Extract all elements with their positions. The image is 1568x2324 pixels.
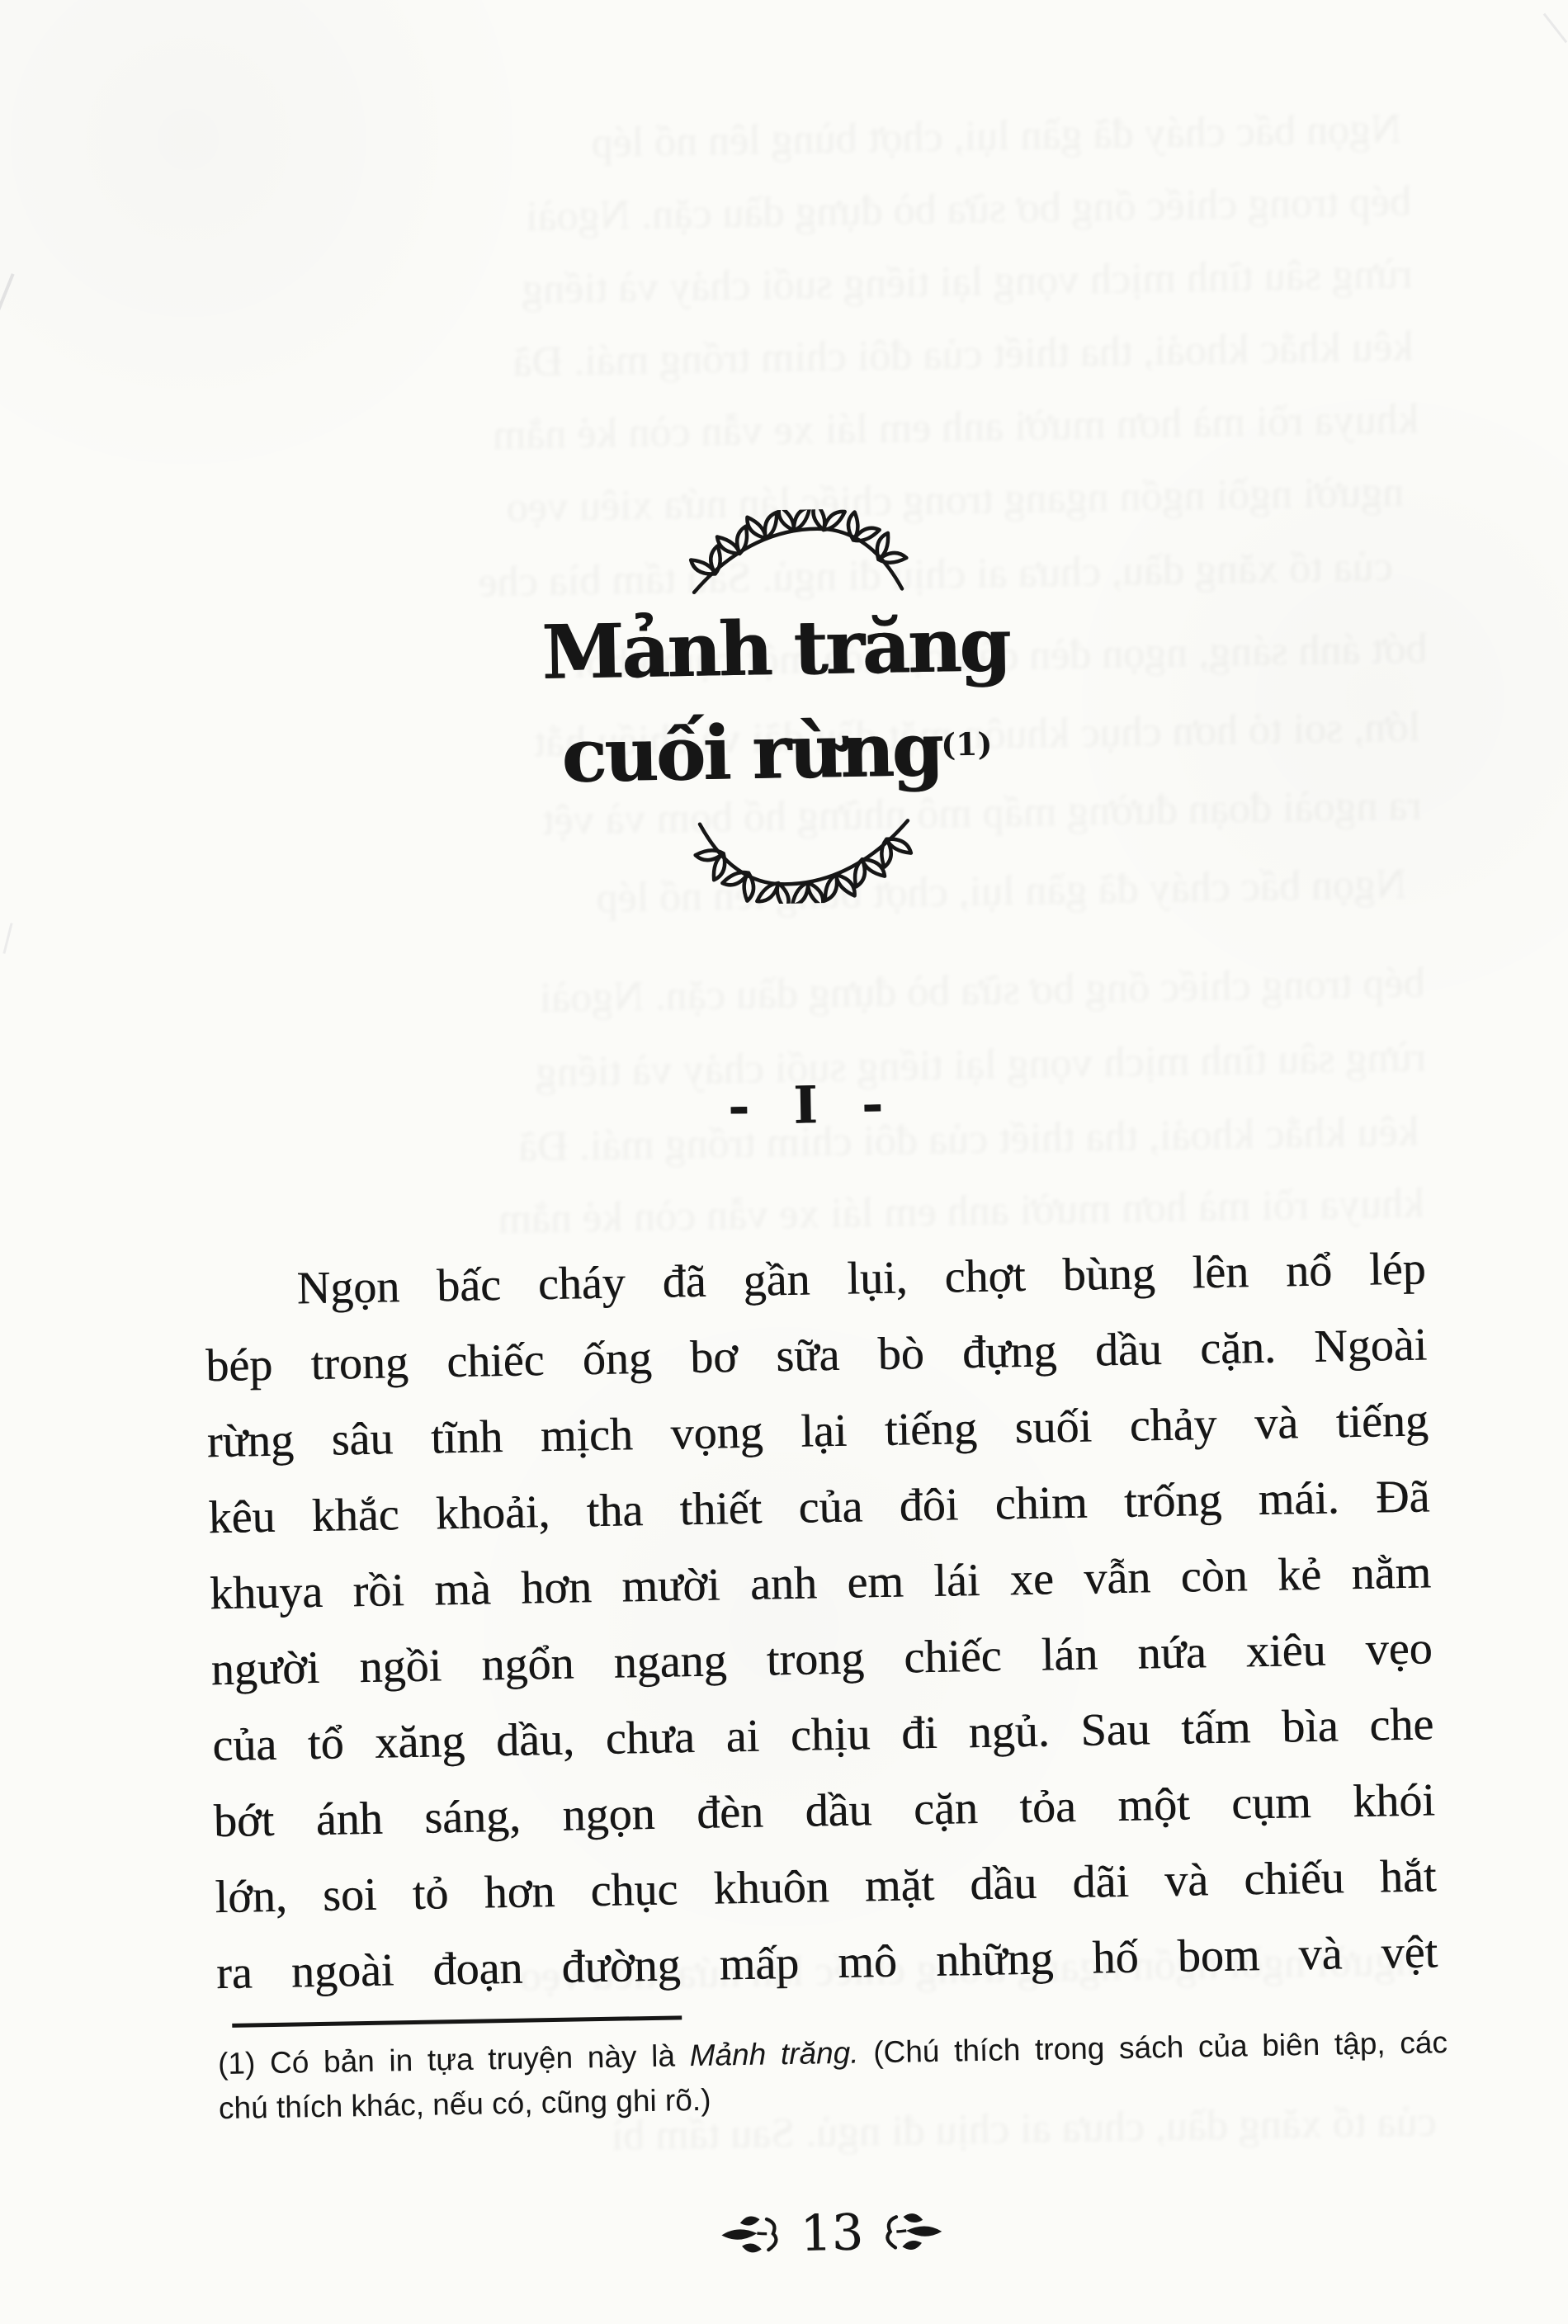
bleed-through-line [196, 97, 1402, 183]
laurel-branch-top-icon [686, 508, 910, 602]
footnote-reference: (1) [940, 725, 993, 763]
footnote-separator [232, 2015, 682, 2028]
page-number-row [220, 2194, 1443, 2273]
body-text-line: bép trong chiếc ống bơ sữa bò đựng dầu cặn. Ngoài [205, 1319, 1428, 1392]
body-text-line: lớn, soi tỏ hơn chục khuôn mặt dầu dãi và chiếu hắt [215, 1850, 1437, 1924]
fleuron-right-icon [881, 2209, 944, 2255]
bleed-through-line [203, 950, 1425, 1037]
bleed-through-line [181, 386, 1419, 474]
body-paragraph [204, 1230, 1438, 2011]
footnote-line1-post: (Chú thích trong sách của biên tập, các [858, 2025, 1448, 2070]
body-text-line: khuya rồi mà hơn mười anh em lái xe vẫn còn kẻ nằm [209, 1547, 1432, 1620]
laurel-branch-bottom-icon [692, 810, 916, 905]
body-text-line: rừng sâu tĩnh mịch vọng lại tiếng suối chảy và tiếng [206, 1395, 1429, 1468]
fleuron-left-icon [719, 2212, 782, 2257]
story-title-line2-text: cuối rừng [560, 706, 942, 801]
page-number: 13 [800, 2204, 864, 2263]
footnote-line1-pre: (1) Có bản in tựa truyện này là [217, 2038, 691, 2081]
body-text-line: của tổ xăng dầu, chưa ai chịu đi ngủ. Sau tấm bìa che [211, 1698, 1434, 1772]
body-text-line: ra ngoài đoạn đường mấp mô những hố bom và vệt [215, 1926, 1438, 2000]
body-text-line: người ngồi ngổn ngang trong chiếc lán nứa xiêu vẹo [210, 1623, 1433, 1696]
story-title-line1: Mảnh trăng [541, 601, 1010, 697]
bleed-through-line [192, 314, 1415, 402]
footnote-line1-italic: Mảnh trăng. [689, 2035, 859, 2073]
bleed-through-line [172, 169, 1411, 257]
body-text-line: Ngọn bấc cháy đã gần lụi, chợt bùng lên nổ lép [296, 1243, 1427, 1315]
footnote-line2: chú thích khác, nếu có, cũng ghi rõ.) [218, 2082, 711, 2126]
bleed-through-line [182, 242, 1413, 329]
footnote-text [218, 2020, 1449, 2131]
chapter-number: - I - [727, 1073, 897, 1137]
story-title [0, 586, 1561, 816]
body-text-line: kêu khắc khoải, tha thiết của đôi chim trống mái. Đã [208, 1471, 1430, 1544]
body-text-line: bớt ánh sáng, ngọn đèn dầu cặn tỏa một cụm khói [213, 1774, 1436, 1848]
